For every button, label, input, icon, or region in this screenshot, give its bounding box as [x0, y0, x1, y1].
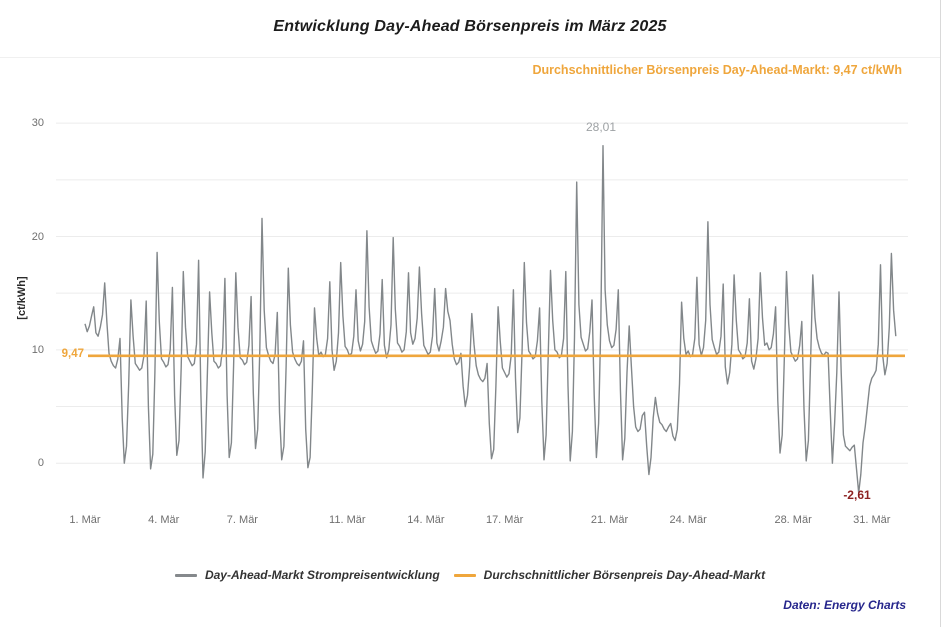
day-ahead-price-line [85, 146, 896, 493]
data-source-credit: Daten: Energy Charts [783, 598, 906, 612]
gray-line-swatch-icon [175, 574, 197, 577]
x-tick-label-21: 21. Mär [590, 514, 629, 526]
x-tick-label-1: 1. Mär [69, 514, 101, 526]
x-tick-label-4: 4. Mär [148, 514, 180, 526]
x-tick-label-31: 31. Mär [853, 514, 891, 526]
max-price-annotation: 28,01 [585, 120, 617, 134]
x-tick-label-24: 24. Mär [669, 514, 707, 526]
y-tick-label-10: 10 [31, 343, 44, 356]
y-tick-label-30: 30 [31, 117, 44, 130]
y-tick-label-20: 20 [31, 230, 44, 243]
legend-item-dayahead [175, 568, 440, 582]
y-tick-label-0: 0 [37, 457, 44, 470]
chart-legend [0, 568, 940, 582]
x-tick-label-17: 17. Mär [485, 514, 524, 526]
x-tick-label-28: 28. Mär [774, 514, 812, 526]
x-tick-label-11: 11. Mär [329, 514, 366, 526]
legend-label-dayahead: Day-Ahead-Markt Strompreisentwicklung [204, 568, 440, 582]
orange-line-swatch-icon [454, 574, 476, 577]
x-tick-label-7: 7. Mär [226, 514, 258, 526]
page-title: Entwicklung Day-Ahead Börsenpreis im März 2025 [273, 18, 667, 35]
average-price-annotation: 9,47 [61, 348, 84, 360]
y-axis-title: [ct/kWh] [16, 276, 28, 320]
legend-item-average [454, 568, 765, 582]
min-price-annotation: -2,61 [843, 488, 871, 502]
average-price-subtitle: Durchschnittlicher Börsenpreis Day-Ahead-Markt: 9,47 ct/kWh [532, 63, 902, 77]
legend-label-average: Durchschnittlicher Börsenpreis Day-Ahead-Markt [483, 568, 766, 582]
x-tick-label-14: 14. Mär [407, 514, 445, 526]
